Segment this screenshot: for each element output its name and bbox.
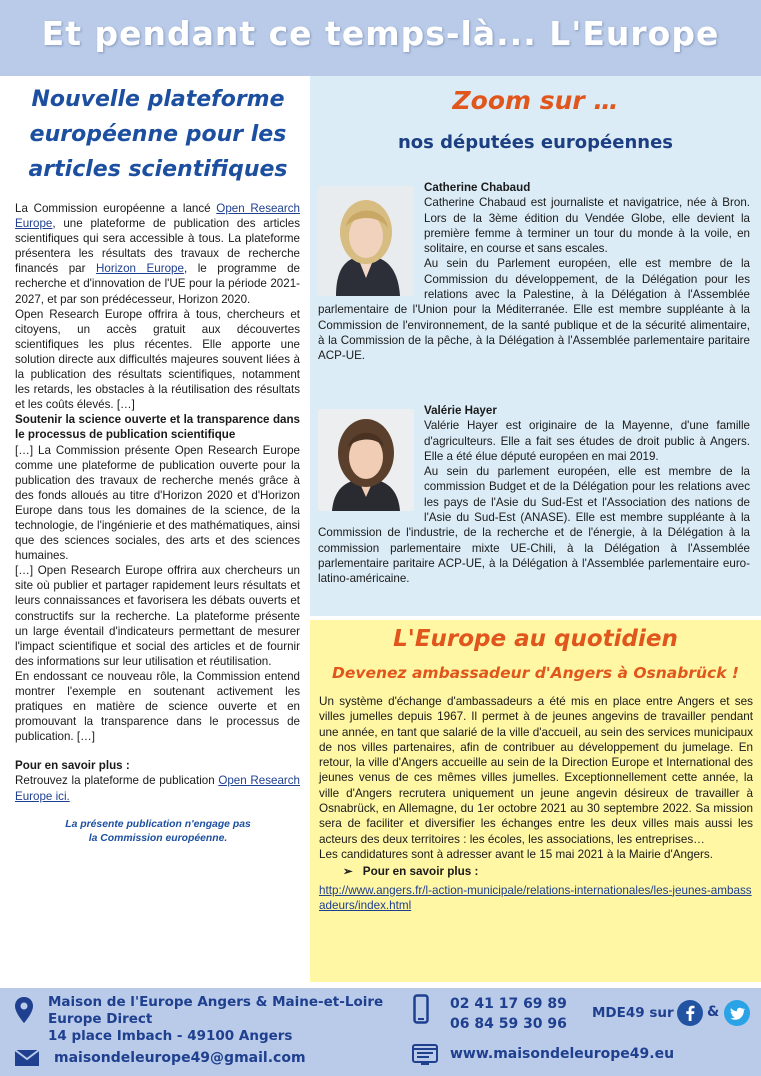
arrow-right-icon: ➢ — [343, 865, 353, 879]
twitter-icon[interactable] — [724, 1000, 750, 1026]
disclaimer-line: la Commission européenne. — [88, 832, 228, 844]
mep-bio: Au sein du parlement européen, elle est membre de la commission Budget et de la Délégation pour les relations avec les pays de l'Asie du Sud-Est et l'Association des nations de l'Asie du Sud-Est (ANASE). Elle est membre suppléante à la Commission de l'industrie, de la recherche et de l'énergie, à la Délégation à la commission parlementaire mixte UE-Chili, à la Délégation à l'Assemblée parlementaire paritaire ACP-UE, à la Délégation à l'Assemblée parlementaire euro-latino-américaine. — [318, 465, 750, 586]
more-info-section — [10, 758, 306, 803]
mep-profile-chabaud — [318, 180, 750, 364]
org-subname: Europe Direct — [48, 1011, 153, 1027]
web-browser-icon — [412, 1044, 438, 1066]
text: Pour en savoir plus : — [362, 865, 479, 879]
open-research-europe-more-link[interactable]: Open Research Europe ici. — [15, 774, 300, 803]
open-research-europe-link[interactable]: Open Research Europe — [15, 202, 300, 231]
email-link[interactable]: maisondeleurope49@gmail.com — [54, 1050, 306, 1066]
article-paragraph — [15, 201, 300, 307]
article-title-line: Nouvelle plateforme — [31, 87, 285, 112]
article-title — [10, 82, 306, 187]
section-title: L'Europe au quotidien — [393, 626, 678, 652]
phone-number: 06 84 59 30 96 — [450, 1016, 567, 1032]
text: Retrouvez la plateforme de publication — [15, 774, 219, 788]
text: , une plateforme de publication des articles scientifiques qui sera accessible à tous. La plateforme présentera les résultats des travaux de recherche financés par — [15, 217, 300, 276]
more-info-heading: Pour en savoir plus : — [15, 759, 130, 773]
portrait-hayer-image — [318, 409, 414, 511]
page-title: Et pendant ce temps-là... L'Europe — [41, 14, 720, 53]
mep-profile-hayer — [318, 403, 750, 587]
facebook-icon[interactable] — [677, 1000, 703, 1026]
section-paragraph: Les candidatures sont à adresser avant le 15 mai 2021 à la Mairie d'Angers. — [319, 847, 713, 861]
mep-bio: Valérie Hayer est originaire de la Mayenne, d'une famille d'agriculteurs. Elle a fait ses études de droit public à Angers. Elle a été élue député européen en mai 2019. — [424, 419, 750, 463]
mep-bio: Catherine Chabaud est journaliste et navigatrice, née à Bron. Lors de la 3ème édition du Vendée Globe, elle devient la première femme à terminer un tour du monde à la voile, en solitaire, en course et sans escales. — [424, 196, 750, 256]
section-subtitle: Devenez ambassadeur d'Angers à Osnabrück ! — [332, 664, 739, 682]
ampersand: & — [707, 1004, 720, 1020]
europe-au-quotidien-section — [310, 620, 761, 982]
envelope-icon — [14, 1049, 40, 1067]
article-title-line: européenne pour les — [29, 122, 287, 147]
mobile-phone-icon — [413, 994, 429, 1024]
more-info-text — [15, 773, 300, 803]
more-info-link-wrap — [319, 883, 753, 914]
disclaimer-line: La présente publication n'engage pas — [65, 818, 251, 830]
article-subheading: Soutenir la science ouverte et la transparence dans le processus de publication scientifique — [15, 413, 300, 442]
zoom-title: Zoom sur … — [452, 86, 619, 115]
mep-bio: Au sein du Parlement européen, elle est membre de la Commission du développement, de la Délégation pour les relations avec la Palestine, à la Délégation à l'Assemblée parlementaire de l'Union pour la Méditerranée. Elle est membre suppléante à la Commission de l'environnement, de la santé publique et de la sécurité alimentaire, à la Commission de la pêche, à la Délégation à l'Assemblée parlementaire paritaire ACP-UE. — [318, 257, 750, 363]
article-body — [10, 201, 306, 744]
text: La Commission européenne a lancé — [15, 202, 217, 215]
section-paragraph: Un système d'échange d'ambassadeurs a été mis en place entre Angers et ses villes jumelles depuis 1967. Il permet à de jeunes angevins de travailler pendant une année, en tant que salarié de la ville d'accueil, au sein des services municipaux de nos villes partenaires, afin de contribuer au développement du jumelage. En retour, la ville d'Angers accueille au sein de la Direction Europe et International des jeunes venus de ces mêmes villes jumelles. Exceptionnellement cette année, la ville d'Angers recrutera uniquement un jeune angevin désireux de travailler à Osnabrück, en Allemagne, du 1er octobre 2021 au 30 septembre 2022. Sa mission sera de faciliter et diversifier les échanges entre les deux villes mais aussi les acteurs des deux territoires : les écoles, les associations, les entreprises… — [319, 695, 753, 846]
zoom-subtitle: nos députées européennes — [397, 132, 674, 153]
phone-number: 02 41 17 69 89 — [450, 996, 567, 1012]
article-paragraph: Open Research Europe offrira à tous, chercheurs et citoyens, un accès gratuit aux découvertes scientifiques les plus récentes. Elle apporte une solution directe aux difficultés majeures souvent liées à la publication des résultats scientifiques, notamment les retards, les obstacles à la réutilisation des résultats et les coûts élevés. […] — [15, 307, 300, 412]
angers-ambassadeurs-link[interactable]: http://www.angers.fr/l-action-municipale/relations-internationales/les-jeunes-ambassadeurs/index.html — [319, 883, 752, 912]
text: , le programme de recherche et d'innovation de l'UE pour la période 2021-2027, et par son prédécesseur, Horizon 2020. — [15, 262, 300, 306]
org-name: Maison de l'Europe Angers & Maine-et-Loire — [48, 994, 384, 1010]
section-body — [319, 694, 753, 913]
article-paragraph: […] La Commission présente Open Research Europe comme une plateforme de publication ouverte pour la publication des travaux de recherche menés grâce à des fonds alloués au titre d'Horizon 2020 et d'Horizon Europe dans tous les domaines de la science, de la technologie, de l'ingénierie et des mathématiques, ainsi que des sciences sociales, des arts et des sciences humaines. — [15, 443, 300, 563]
article-title-line: articles scientifiques — [28, 157, 288, 182]
article-paragraph: […] Open Research Europe offrira aux chercheurs un site où publier et partager rapidement leurs résultats et leurs connaissances et favorisera les débats ouverts et constructifs sur la recherche. La plateforme présente un large éventail d'indicateurs permettant de mesurer l'impact scientifique et social des articles et de fournir des informations sur leur utilisation et réutilisation. — [15, 564, 300, 668]
mep-name: Valérie Hayer — [424, 404, 497, 417]
zoom-section — [310, 76, 761, 616]
org-street: 14 place Imbach - 49100 Angers — [48, 1028, 293, 1044]
location-pin-icon — [14, 996, 34, 1024]
phone-numbers — [450, 994, 567, 1034]
social-label: MDE49 sur — [592, 1005, 674, 1021]
article-paragraph: En endossant ce nouveau rôle, la Commission entend montrer l'exemple en soutenant activement les pratiques en matière de science ouverte et en promouvant la transparence dans le processus de publication. […] — [15, 669, 300, 744]
footer — [0, 988, 761, 1076]
portrait-chabaud-image — [318, 186, 414, 296]
portrait-photo — [318, 186, 414, 296]
horizon-europe-link[interactable]: Horizon Europe — [96, 262, 184, 276]
portrait-photo — [318, 409, 414, 511]
disclaimer — [10, 818, 306, 846]
org-address — [48, 994, 383, 1045]
article-open-research-europe — [10, 80, 306, 846]
header-banner — [0, 0, 761, 76]
website-link[interactable]: www.maisondeleurope49.eu — [450, 1046, 675, 1062]
more-info-heading — [343, 864, 753, 879]
mep-name: Catherine Chabaud — [424, 181, 531, 194]
